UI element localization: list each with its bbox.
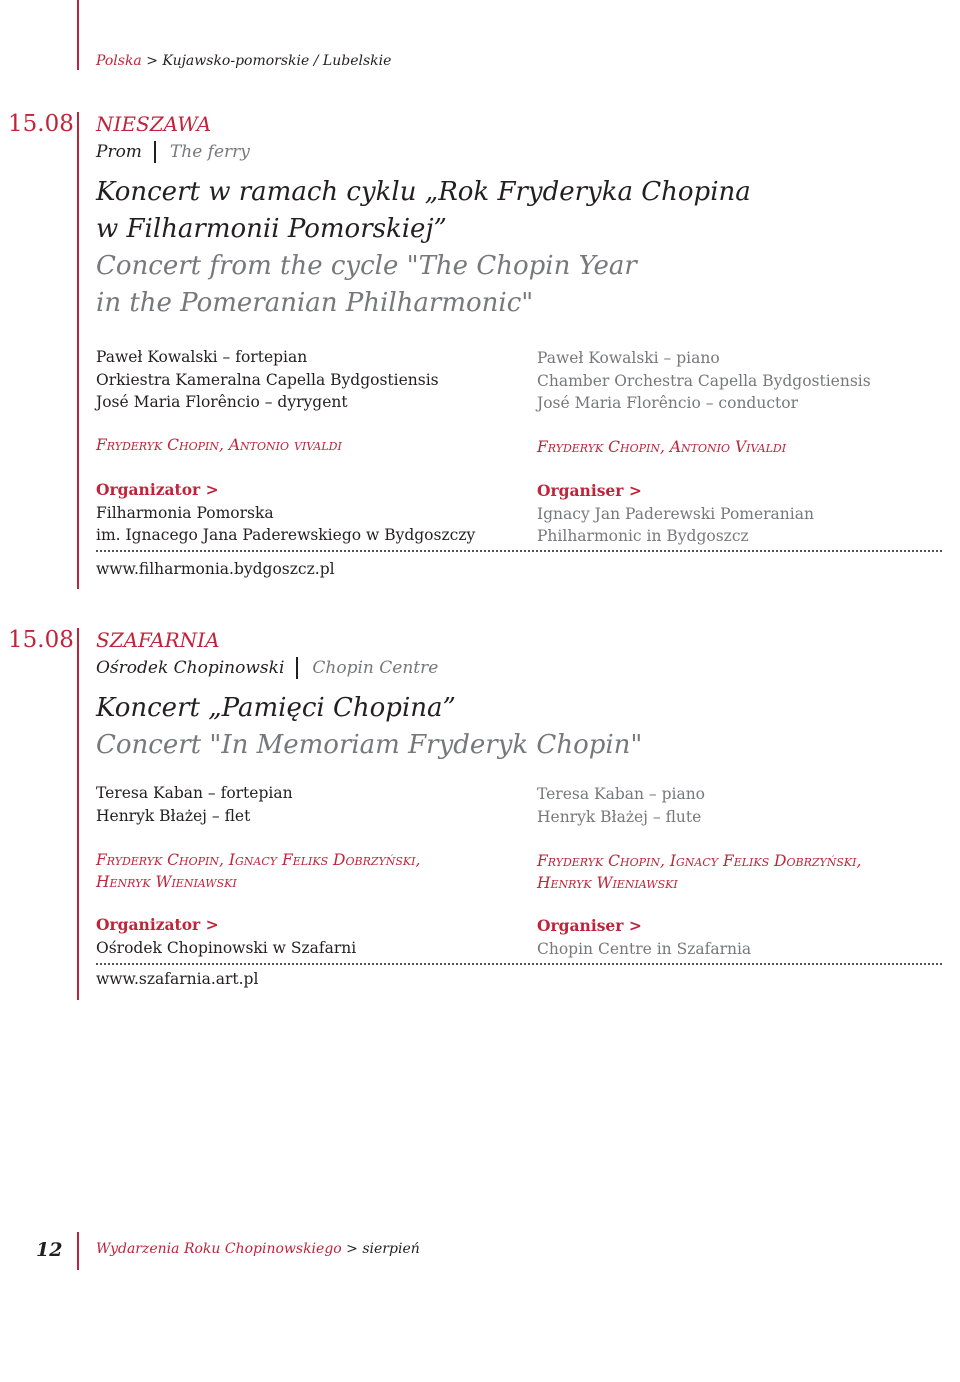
title-pl-line: Koncert w ramach cyklu „Rok Fryderyka Chopina [96,177,751,207]
organizer-label: Organiser > [537,916,642,935]
organizer-label: Organizator > [96,915,219,934]
performer-line: Henryk Błażej – flet [96,806,251,825]
breadcrumb [96,53,391,69]
performer-line: José Maria Florêncio – dyrygent [96,393,348,411]
composer-line: Henryk Wieniawski [96,873,237,891]
event-venue [96,141,250,163]
organizer-line: Ośrodek Chopinowski w Szafarni [96,938,357,957]
organizer-pl [96,914,356,959]
performer-line: Orkiestra Kameralna Capella Bydgostiensis [96,370,439,389]
venue-separator [296,657,298,679]
title-pl-line: w Filharmonii Pomorskiej” [96,214,447,244]
composers-en [537,850,861,894]
composers-pl [96,849,420,893]
event-date: 15.08 [8,627,74,653]
organizer-label: Organiser > [537,481,642,500]
composers-pl [96,434,342,456]
breadcrumb-region: Kujawsko-pomorskie / Lubelskie [162,53,392,69]
organizer-line: im. Ignacego Jana Paderewskiego w Bydgoszczy [96,526,476,544]
footer-rule [77,1232,79,1270]
performer-line: Paweł Kowalski – fortepian [96,348,308,366]
footer-month: sierpień [362,1241,420,1257]
composer-line: Fryderyk Chopin, Ignacy Feliks Dobrzyński, [96,851,421,869]
composer-line: Fryderyk Chopin, Antonio Vivaldi [537,438,787,456]
performer-line: Chamber Orchestra Capella Bydgostiensis [537,371,871,390]
title-en-line: in the Pomeranian Philharmonic" [96,288,534,318]
event-city: SZAFARNIA [96,628,220,652]
composer-line: Fryderyk Chopin, Antonio vivaldi [96,436,342,454]
organizer-label: Organizator > [96,480,219,499]
event-venue [96,657,438,679]
title-pl-line: Koncert „Pamięci Chopina” [96,693,456,723]
event-city: NIESZAWA [96,112,212,136]
organizer-pl [96,479,475,547]
venue-pl: Prom [96,142,142,162]
composers-en [537,436,786,458]
breadcrumb-separator: > [141,53,163,69]
performer-line: Teresa Kaban – fortepian [96,784,293,802]
organizer-en [537,915,751,960]
composer-line: Fryderyk Chopin, Ignacy Feliks Dobrzyński, [537,852,862,870]
venue-en: The ferry [169,142,250,162]
footer-title [96,1241,420,1257]
performer-line: Henryk Błażej – flute [537,807,702,826]
event-rule-2 [77,628,79,1000]
event-title [96,174,751,322]
performer-line: Paweł Kowalski – piano [537,349,720,367]
performer-line: Teresa Kaban – piano [537,785,706,803]
performer-line: José Maria Florêncio – conductor [537,394,798,412]
dotted-divider [96,550,942,552]
title-en-line: Concert "In Memoriam Fryderyk Chopin" [96,730,643,760]
event-title [96,690,642,764]
organizer-line: Philharmonic in Bydgoszcz [537,527,749,545]
venue-separator [154,141,156,163]
title-en-line: Concert from the cycle "The Chopin Year [96,251,637,281]
footer-separator: > [341,1241,363,1257]
performers-en [537,347,871,415]
organizer-line: Chopin Centre in Szafarnia [537,939,752,958]
event-rule-1 [77,112,79,589]
organizer-en [537,480,814,548]
header-rule [77,0,79,70]
organizer-line: Ignacy Jan Paderewski Pomeranian [537,504,814,523]
performers-en [537,783,705,828]
footer-publication: Wydarzenia Roku Chopinowskiego [96,1241,342,1257]
breadcrumb-country: Polska [96,53,142,69]
event-website[interactable]: www.szafarnia.art.pl [96,970,259,988]
venue-pl: Ośrodek Chopinowski [96,658,285,678]
composer-line: Henryk Wieniawski [537,874,678,892]
organizer-line: Filharmonia Pomorska [96,503,274,522]
venue-en: Chopin Centre [312,658,439,678]
event-website[interactable]: www.filharmonia.bydgoszcz.pl [96,560,335,578]
dotted-divider [96,963,942,965]
performers-pl [96,346,439,414]
page-number: 12 [36,1239,63,1261]
event-date: 15.08 [8,111,74,137]
performers-pl [96,782,293,827]
